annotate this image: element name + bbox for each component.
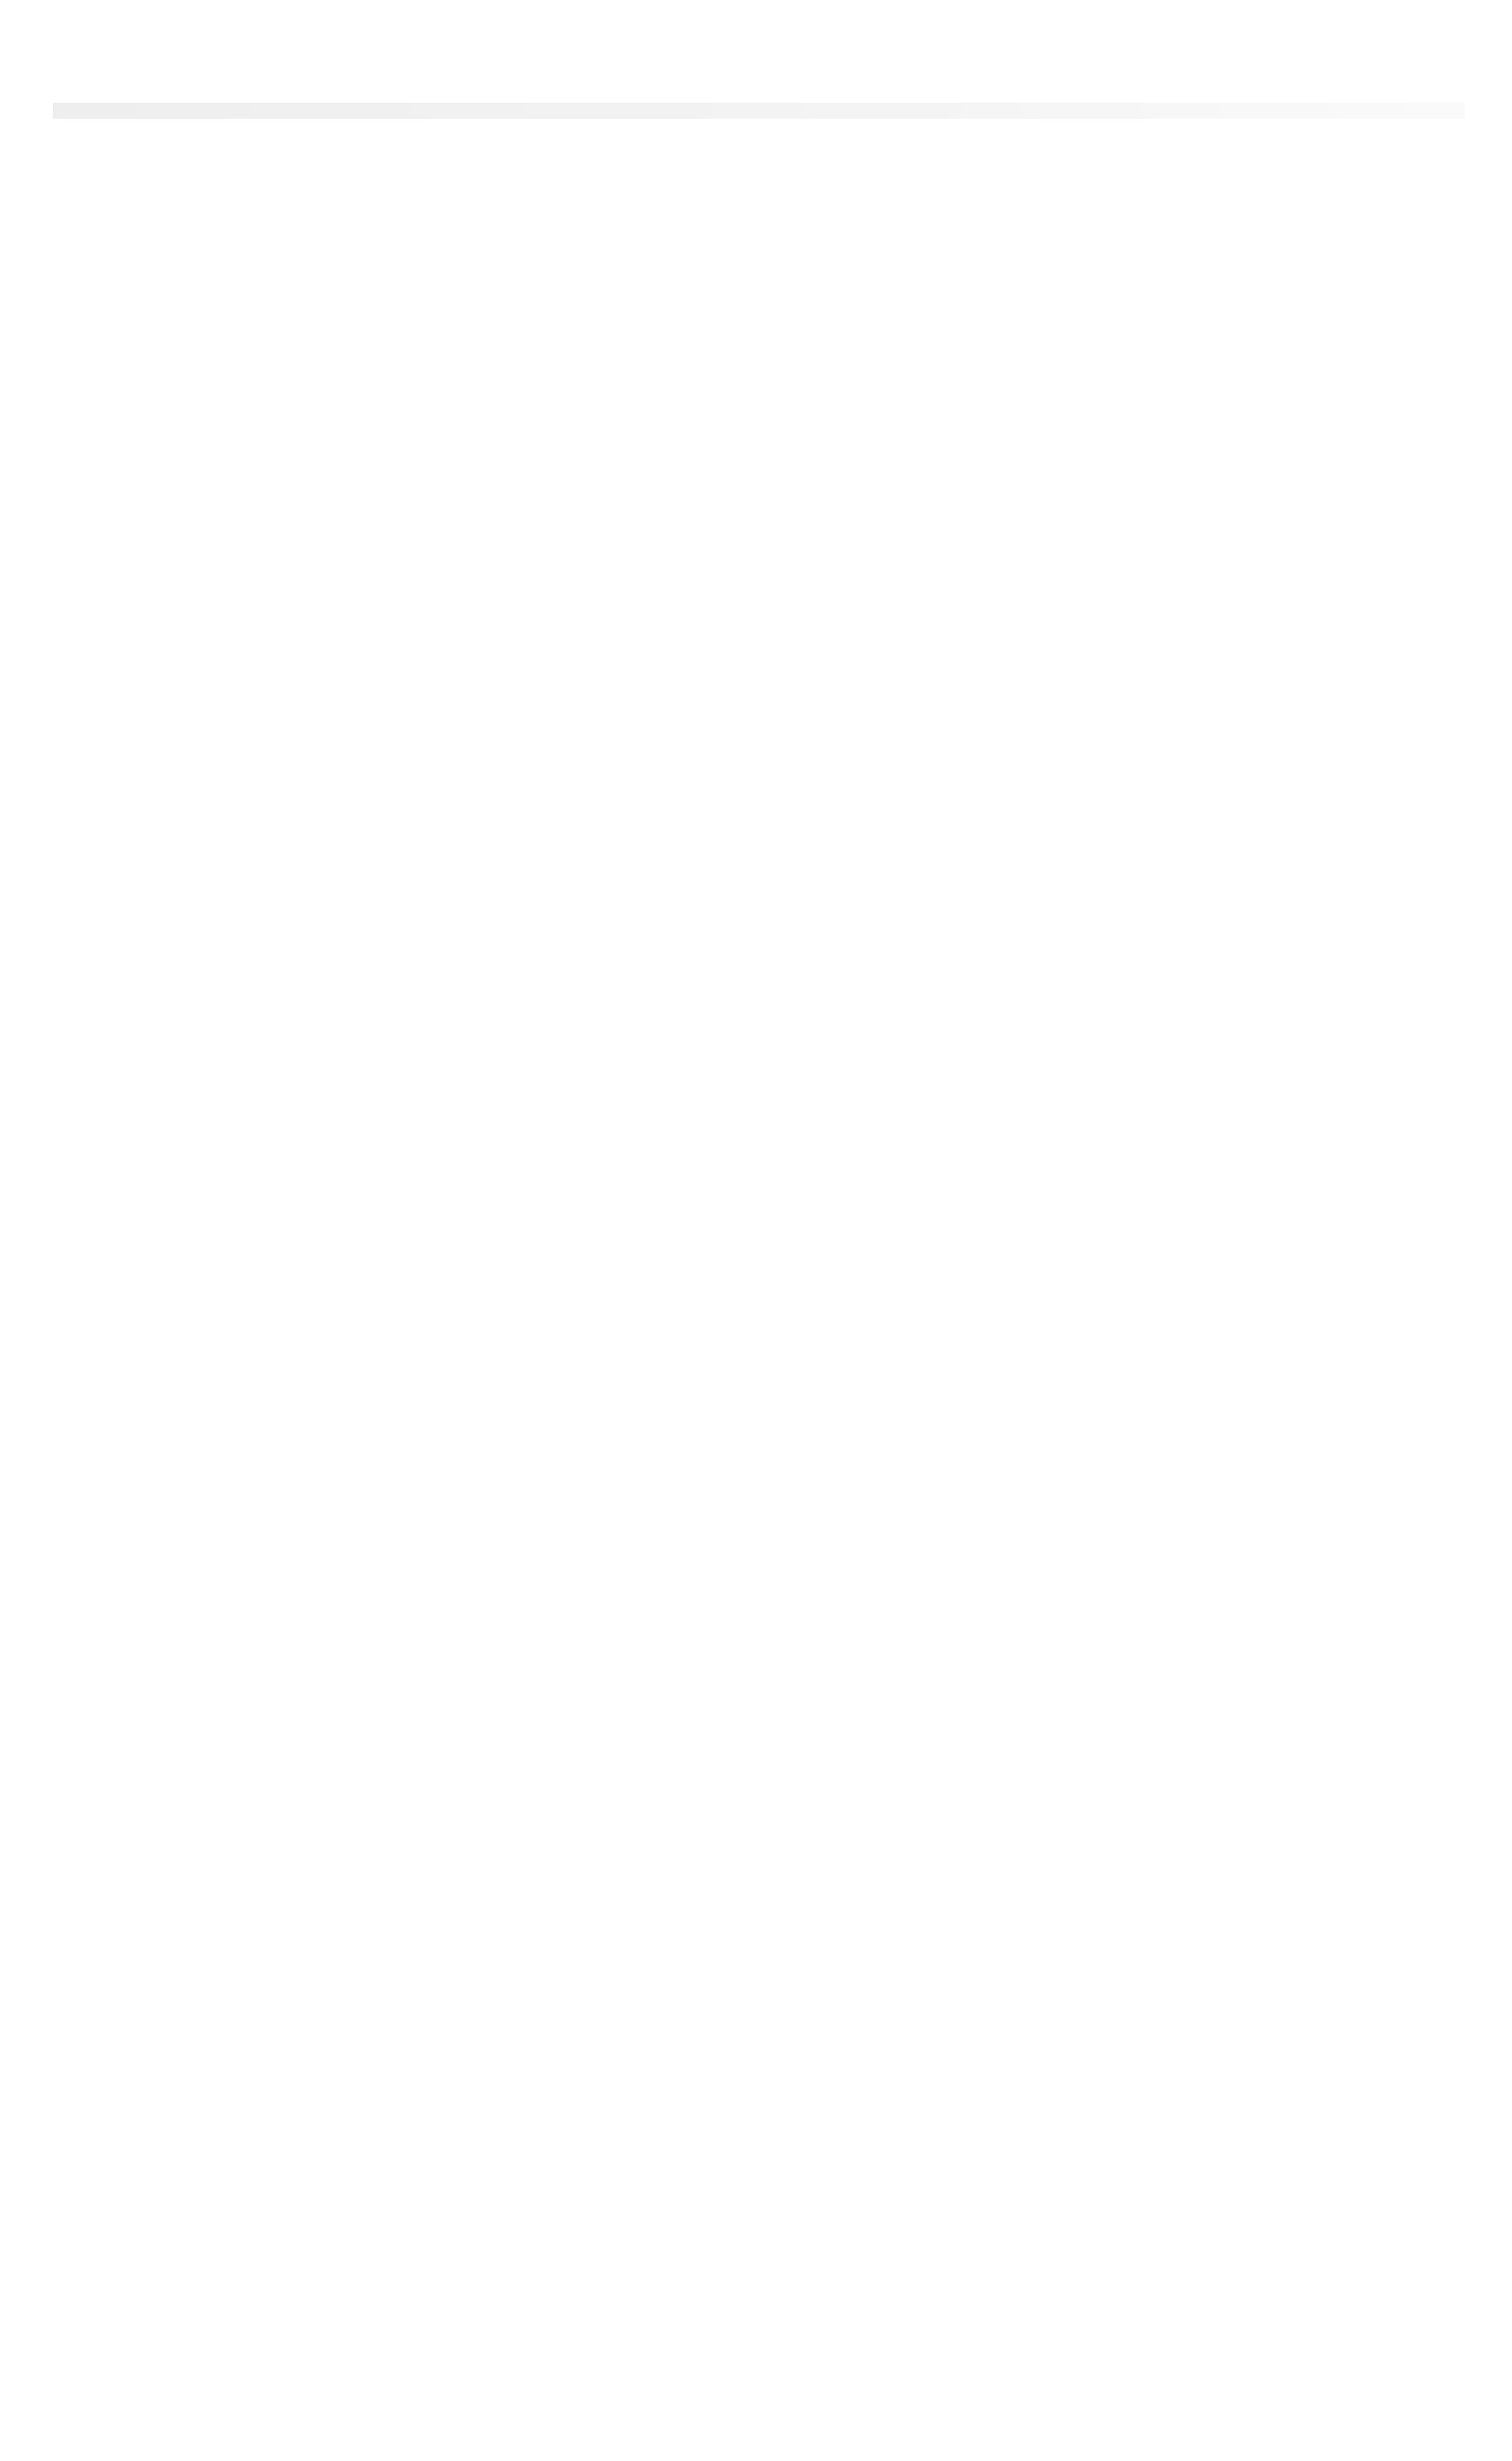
section-spacer xyxy=(53,53,1465,103)
document-page xyxy=(53,42,1465,136)
section-heading-interactions xyxy=(53,103,1465,119)
